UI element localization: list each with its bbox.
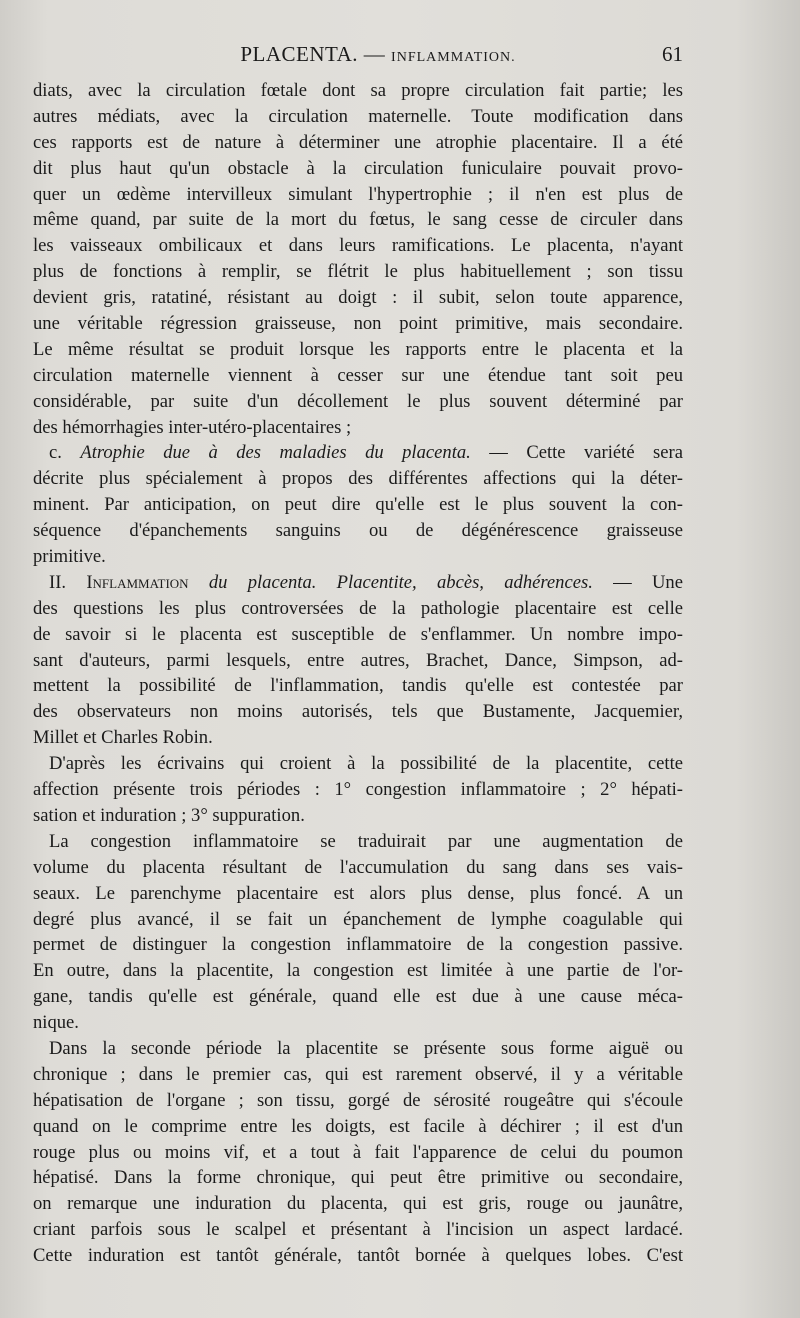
text-line: sant d'auteurs, parmi lesquels, entre autres, Brachet, Dance, Simpson, ad- <box>33 649 683 671</box>
text-line: devient gris, ratatiné, résistant au doigt : il subit, selon toute apparence, <box>33 287 683 309</box>
text-line: séquence d'épanchements sanguins ou de dégénérescence graisseuse <box>33 520 683 542</box>
text-line: même quand, par suite de la mort du fœtus, le sang cesse de circuler dans <box>33 209 683 231</box>
text-line: diats, avec la circulation fœtale dont sa propre circulation fait partie; les <box>33 80 683 101</box>
text-line: circulation maternelle viennent à cesser sur une étendue tant soit peu <box>33 364 683 386</box>
text-line: affection présente trois périodes : 1° congestion inflammatoire ; 2° hépati- <box>33 779 683 801</box>
section-title: du placenta. Placentite, abcès, adhérences. <box>188 571 593 593</box>
text-line: volume du placenta résultant de l'accumulation du sang dans ses vais- <box>33 856 683 878</box>
text-line: une véritable régression graisseuse, non point primitive, mais secondaire. <box>33 313 683 335</box>
text-line: dit plus haut qu'un obstacle à la circulation funiculaire pouvait provo- <box>33 157 683 179</box>
text-line: Millet et Charles Robin. <box>33 727 213 749</box>
section-label: Inflammation <box>86 571 189 593</box>
section-title-rest: — Une <box>592 571 683 593</box>
paragraph-c-heading <box>33 440 683 466</box>
section-number: II. <box>49 571 87 593</box>
text-line: des questions les plus controversées de la pathologie placentaire est celle <box>33 597 683 619</box>
text-line: permet de distinguer la congestion inflammatoire de la congestion passive. <box>33 934 683 956</box>
text-line: gane, tandis qu'elle est générale, quand elle est due à une cause méca- <box>33 986 683 1008</box>
text-line: plus de fonctions à remplir, se flétrit le plus habituellement ; son tissu <box>33 261 683 283</box>
running-title <box>33 42 683 67</box>
text-line: nique. <box>33 1012 79 1034</box>
text-line: La congestion inflammatoire se traduirait par une augmentation de <box>49 830 683 852</box>
text-line: primitive. <box>33 546 106 568</box>
body-text <box>33 78 683 1269</box>
text-line: on remarque une induration du placenta, qui est gris, rouge ou jaunâtre, <box>33 1193 683 1215</box>
page-header <box>33 42 683 72</box>
text-line: quer un œdème intervilleux simulant l'hypertrophie ; il n'en est plus de <box>33 183 683 205</box>
header-title: PLACENTA. <box>240 42 359 66</box>
paragraph-c-rest: — Cette variété sera <box>470 442 683 464</box>
text-line: seaux. Le parenchyme placentaire est alors plus dense, plus foncé. A un <box>33 882 683 904</box>
text-line: sation et induration ; 3° suppuration. <box>33 804 305 826</box>
text-line: considérable, par suite d'un décollement le plus souvent déterminé par <box>33 390 683 412</box>
header-subtitle: INFLAMMATION. <box>391 50 516 65</box>
text-line: chronique ; dans le premier cas, qui est rarement observé, il y a véritable <box>33 1063 683 1085</box>
header-dash: — <box>358 42 392 66</box>
text-line: décrite plus spécialement à propos des différentes affections qui la déter- <box>33 468 683 490</box>
text-line: criant parfois sous le scalpel et présentant à l'incision un aspect lardacé. <box>33 1219 683 1241</box>
text-line: hépatisé. Dans la forme chronique, qui peut être primitive ou secondaire, <box>33 1167 683 1189</box>
text-line: hépatisation de l'organe ; son tissu, gorgé de sérosité rougeâtre qui s'écoule <box>33 1089 683 1111</box>
section-heading <box>33 570 683 596</box>
text-line: Dans la seconde période la placentite se présente sous forme aiguë ou <box>49 1037 683 1059</box>
paragraph-c-title: Atrophie due à des maladies du placenta. <box>80 442 471 464</box>
text-line: Le même résultat se produit lorsque les rapports entre le placenta et la <box>33 338 683 360</box>
text-line: minent. Par anticipation, on peut dire qu'elle est le plus souvent la con- <box>33 494 683 516</box>
text-line: de savoir si le placenta est susceptible de s'enflammer. Un nombre impo- <box>33 623 683 645</box>
text-line: quand on le comprime entre les doigts, est facile à déchirer ; il est d'un <box>33 1115 683 1137</box>
text-line: des observateurs non moins autorisés, tels que Bustamente, Jacquemier, <box>33 701 683 723</box>
text-line: des hémorrhagies inter-utéro-placentaires ; <box>33 416 352 438</box>
text-line: rouge plus ou moins vif, et a tout à fait l'apparence de celui du poumon <box>33 1141 683 1163</box>
text-line: Cette induration est tantôt générale, tantôt bornée à quelques lobes. C'est <box>33 1245 683 1267</box>
text-line: ces rapports est de nature à déterminer une atrophie placentaire. Il a été <box>33 131 683 153</box>
text-line: degré plus avancé, il se fait un épanchement de lymphe coagulable qui <box>33 908 683 930</box>
paragraph-c-prefix: c. <box>49 442 81 464</box>
text-line: autres médiats, avec la circulation maternelle. Toute modification dans <box>33 105 683 127</box>
text-line: les vaisseaux ombilicaux et dans leurs ramifications. Le placenta, n'ayant <box>33 235 683 257</box>
text-line: D'après les écrivains qui croient à la possibilité de la placentite, cette <box>49 753 683 775</box>
page-number: 61 <box>662 42 683 66</box>
text-line: En outre, dans la placentite, la congestion est limitée à une partie de l'or- <box>33 960 683 982</box>
text-line: mettent la possibilité de l'inflammation, tandis qu'elle est contestée par <box>33 675 683 697</box>
